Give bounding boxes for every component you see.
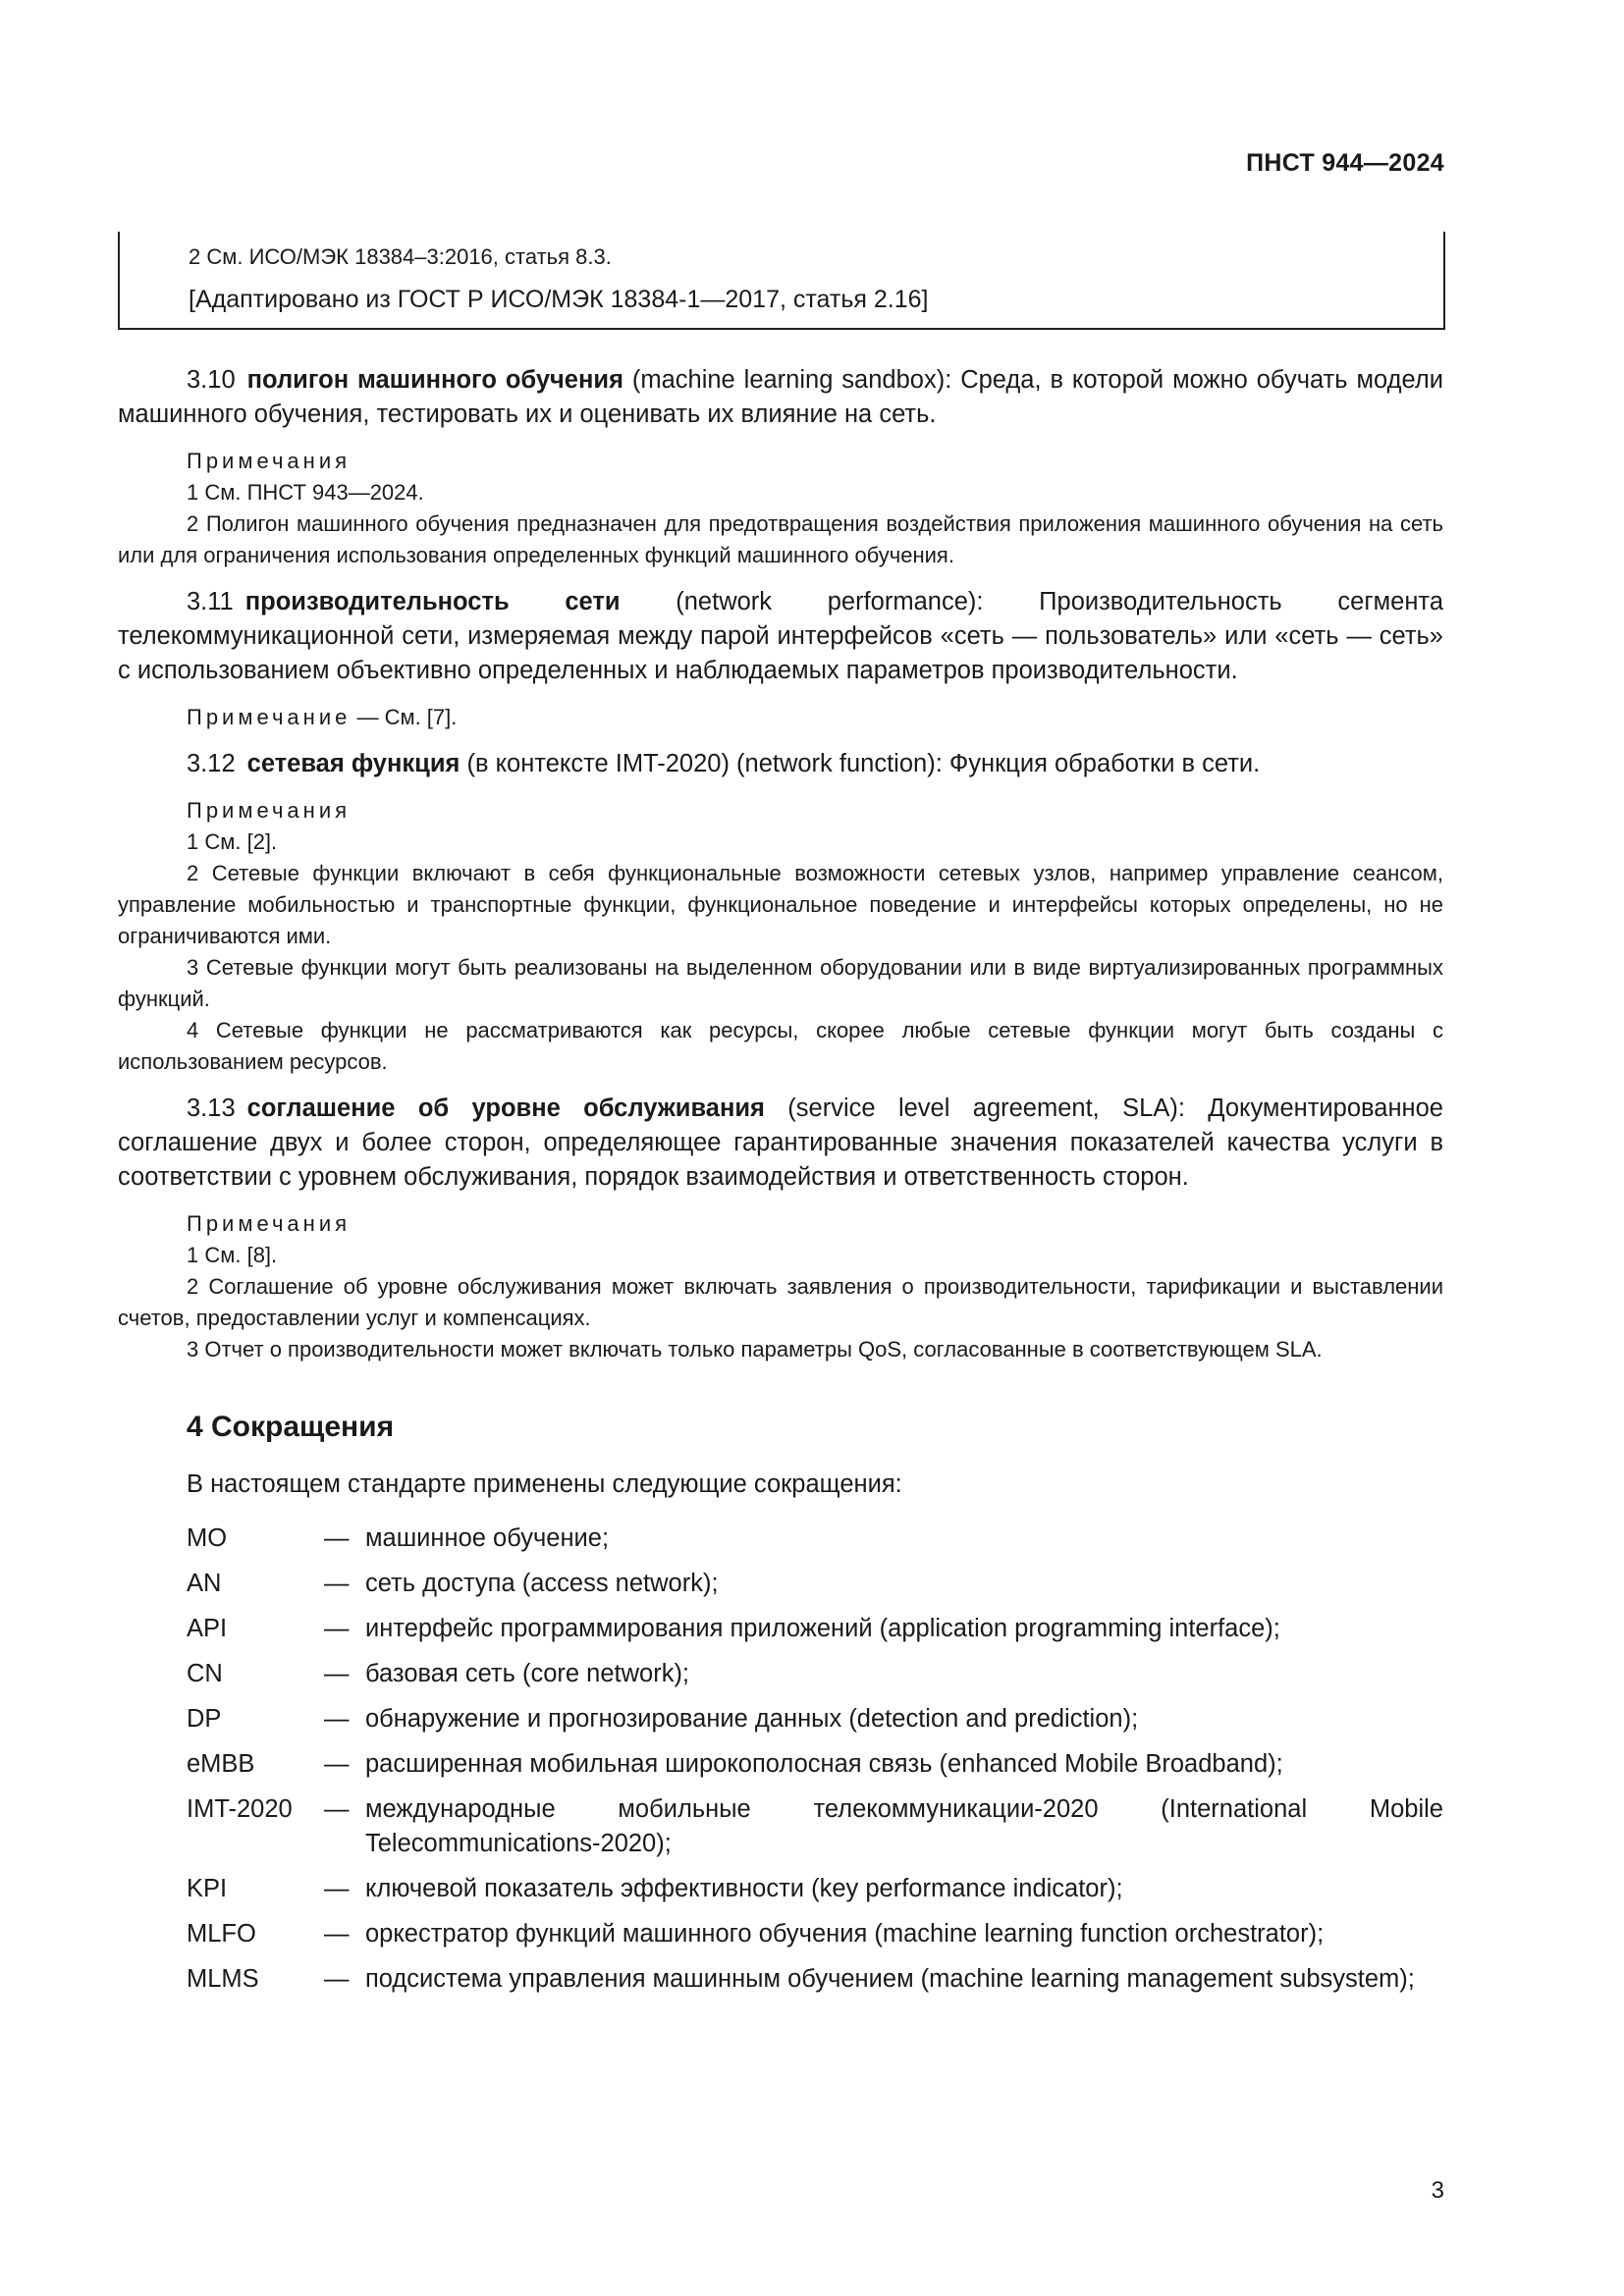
main-content	[118, 363, 1443, 2007]
term-number: 3.12	[187, 750, 236, 777]
term-definition: (machine learning sandbox): Среда, в которой можно обучать модели машинного обучения, тестировать их и оценивать их влияние на сеть.	[118, 366, 1443, 428]
term-definition: (service level agreement, SLA): Документированное соглашение двух и более сторон, определяющее гарантированные значения показателей качества услуги в соответствии с уровнем обслуживания, порядок взаимодействия и ответственность сторон.	[118, 1095, 1443, 1191]
term-title: сетевая функция	[246, 750, 460, 777]
term-note-inline	[118, 702, 1443, 733]
term-entry	[118, 1092, 1443, 1195]
abbreviation-row	[118, 1522, 1443, 1556]
term-definition: (network performance): Производительность сегмента телекоммуникационной сети, измеряемая между парой интерфейсов «сеть — пользователь» или «сеть — сеть» с использованием объективно определенных и наблюдаемых параметров производительности.	[118, 588, 1443, 684]
note-line: 2 Сетевые функции включают в себя функциональные возможности сетевых узлов, например управление сеансом, управление мобильностью и транспортные функции, функциональное поведение и интерфейсы которых определены, но не ограничиваются ими.	[118, 861, 1443, 948]
abbreviation-row	[118, 1612, 1443, 1646]
document-code: ПНСТ 944—2024	[1246, 149, 1444, 177]
abbreviation: API	[187, 1615, 228, 1642]
abbreviation-dash: —	[324, 1750, 350, 1778]
note-line: 1 См. ПНСТ 943—2024.	[187, 480, 424, 505]
term-notes	[118, 446, 1443, 571]
abbreviation-dash: —	[324, 1705, 350, 1733]
term-definition: (в контексте IMT-2020) (network function): Функция обработки в сети.	[460, 750, 1261, 777]
note-line: 4 Сетевые функции не рассматриваются как ресурсы, скорее любые сетевые функции могут быть созданы с использованием ресурсов.	[118, 1018, 1443, 1074]
term-title: полигон машинного обучения	[246, 366, 623, 394]
section-intro: В настоящем стандарте применены следующие сокращения:	[187, 1470, 902, 1498]
abbreviation: KPI	[187, 1875, 228, 1902]
abbreviation-dash: —	[324, 1570, 350, 1597]
abbreviation-dash: —	[324, 1615, 350, 1642]
abbreviation-dash: —	[324, 1524, 350, 1552]
abbreviation-row	[118, 1702, 1443, 1736]
abbreviation-row	[118, 1917, 1443, 1951]
previous-term-box	[118, 232, 1445, 330]
notes-title: Примечания	[187, 449, 352, 473]
note-line: 1 См. [8].	[187, 1243, 278, 1267]
previous-term-note: 2 См. ИСО/МЭК 18384–3:2016, статья 8.3.	[189, 244, 612, 269]
abbreviation-definition: машинное обучение;	[365, 1524, 610, 1552]
abbreviation: IMT-2020	[187, 1795, 293, 1823]
term-title: соглашение об уровне обслуживания	[246, 1095, 765, 1122]
abbreviation-row	[118, 1567, 1443, 1601]
abbreviation-row	[118, 1872, 1443, 1906]
term-number: 3.10	[187, 366, 236, 394]
abbreviation: MLMS	[187, 1965, 259, 1993]
section-heading: 4 Сокращения	[187, 1411, 395, 1443]
abbreviation-dash: —	[324, 1965, 350, 1993]
note-line: 1 См. [2].	[187, 829, 278, 854]
abbreviation: eMBB	[187, 1750, 255, 1778]
notes-title: Примечания	[187, 1211, 352, 1236]
abbreviation-definition: оркестратор функций машинного обучения (machine learning function orchestrator);	[365, 1920, 1325, 1948]
term-notes	[118, 795, 1443, 1078]
note-line: 2 Соглашение об уровне обслуживания может включать заявления о производительности, тарификации и выставлении счетов, предоставлении услуг и компенсациях.	[118, 1274, 1443, 1330]
abbreviation: MO	[187, 1524, 228, 1552]
abbreviation-dash: —	[324, 1920, 350, 1948]
term-title: производительность сети	[244, 588, 621, 615]
previous-term-source: [Адаптировано из ГОСТ Р ИСО/МЭК 18384-1—2017, статья 2.16]	[189, 286, 929, 313]
note-line: 2 Полигон машинного обучения предназначен для предотвращения воздействия приложения машинного обучения на сеть или для ограничения использования определенных функций машинного обучения.	[118, 511, 1443, 567]
abbreviation: CN	[187, 1660, 223, 1687]
term-entry	[118, 585, 1443, 688]
note-line: 3 Сетевые функции могут быть реализованы на выделенном оборудовании или в виде виртуализированных программных функций.	[118, 955, 1443, 1011]
abbreviation-definition: сеть доступа (access network);	[365, 1570, 719, 1597]
abbreviation-list	[118, 1522, 1443, 1997]
abbreviation-definition: обнаружение и прогнозирование данных (detection and prediction);	[365, 1705, 1139, 1733]
abbreviation-definition: ключевой показатель эффективности (key performance indicator);	[365, 1875, 1123, 1902]
abbreviation-row	[118, 1747, 1443, 1782]
abbreviation-dash: —	[324, 1795, 350, 1823]
note-text: — См. [7].	[351, 705, 458, 729]
abbreviation-dash: —	[324, 1875, 350, 1902]
term-entry	[118, 363, 1443, 432]
abbreviation: MLFO	[187, 1920, 256, 1948]
abbreviation: AN	[187, 1570, 222, 1597]
abbreviation: DP	[187, 1705, 222, 1733]
note-line: 3 Отчет о производительности может включать только параметры QoS, согласованные в соответствующем SLA.	[187, 1337, 1323, 1362]
abbreviation-definition: международные мобильные телекоммуникации-2020 (International Mobile Telecommunications-2020);	[365, 1795, 1443, 1857]
abbreviation-row	[118, 1657, 1443, 1691]
abbreviation-row	[118, 1962, 1443, 1997]
note-label: Примечание	[187, 705, 352, 729]
abbreviation-definition: расширенная мобильная широкополосная связь (enhanced Mobile Broadband);	[365, 1750, 1283, 1778]
page-number: 3	[1431, 2177, 1444, 2204]
term-entry	[118, 747, 1443, 781]
term-number: 3.11	[187, 588, 234, 615]
abbreviation-definition: подсистема управления машинным обучением (machine learning management subsystem);	[365, 1965, 1415, 1993]
term-number: 3.13	[187, 1095, 236, 1122]
notes-title: Примечания	[187, 798, 352, 823]
abbreviation-dash: —	[324, 1660, 350, 1687]
abbreviation-row	[118, 1792, 1443, 1861]
abbreviation-definition: интерфейс программирования приложений (application programming interface);	[365, 1615, 1280, 1642]
term-notes	[118, 1208, 1443, 1365]
abbreviation-definition: базовая сеть (core network);	[365, 1660, 690, 1687]
